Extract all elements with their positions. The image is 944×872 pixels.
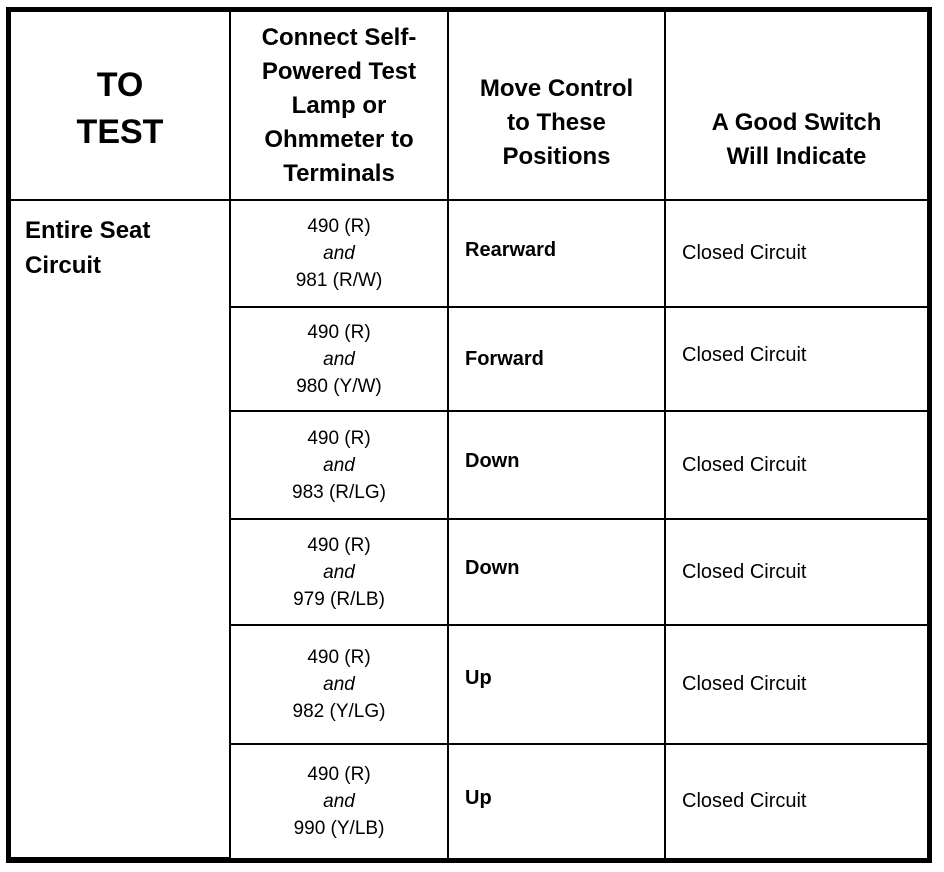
indication-cell: Closed Circuit xyxy=(665,307,927,411)
position-cell: Down xyxy=(448,519,665,625)
indication-cell: Closed Circuit xyxy=(665,625,927,744)
header-good-switch: A Good Switch Will Indicate xyxy=(665,12,927,200)
switch-test-table-frame xyxy=(6,7,932,863)
table-row xyxy=(11,200,927,307)
indication-cell: Closed Circuit xyxy=(665,200,927,307)
position-cell: Up xyxy=(448,744,665,858)
switch-test-table xyxy=(11,12,927,859)
header-connect-terminals: Connect Self- Powered Test Lamp or Ohmmeter to Terminals xyxy=(230,12,448,200)
position-cell: Rearward xyxy=(448,200,665,307)
terminals-cell: 490 (R) and 980 (Y/W) xyxy=(230,307,448,411)
header-row xyxy=(11,12,927,200)
header-move-control: Move Control to These Positions xyxy=(448,12,665,200)
position-cell: Up xyxy=(448,625,665,744)
position-cell: Down xyxy=(448,411,665,519)
terminals-cell: 490 (R) and 983 (R/LG) xyxy=(230,411,448,519)
terminals-cell: 490 (R) and 979 (R/LB) xyxy=(230,519,448,625)
indication-cell: Closed Circuit xyxy=(665,411,927,519)
indication-cell: Closed Circuit xyxy=(665,519,927,625)
terminals-cell: 490 (R) and 981 (R/W) xyxy=(230,200,448,307)
header-to-test: TO TEST xyxy=(11,12,230,200)
test-name-cell: Entire Seat Circuit xyxy=(11,200,230,858)
indication-cell: Closed Circuit xyxy=(665,744,927,858)
terminals-cell: 490 (R) and 990 (Y/LB) xyxy=(230,744,448,858)
position-cell: Forward xyxy=(448,307,665,411)
terminals-cell: 490 (R) and 982 (Y/LG) xyxy=(230,625,448,744)
